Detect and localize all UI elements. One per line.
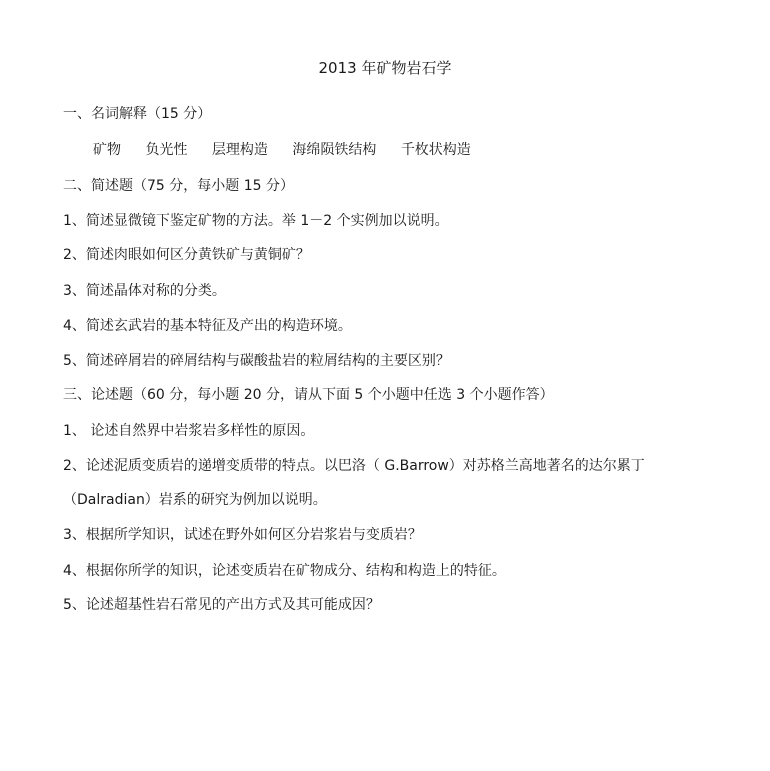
question-item: 2、简述肉眼如何区分黄铁矿与黄铜矿？ [63, 247, 310, 263]
exam-title: 2013 年矿物岩石学 [318, 59, 452, 77]
term-item: 海绵陨铁结构 [292, 142, 377, 158]
question-item: 1、 论述自然界中岩浆岩多样性的原因。 [63, 423, 315, 439]
term-item: 层理构造 [211, 142, 268, 158]
section-heading-essay: 三、论述题（60 分，每小题 20 分，请从下面 5 个小题中任选 3 个小题作答） [63, 387, 554, 403]
question-item: 2、论述泥质变质岩的递增变质带的特点。以巴洛（ G.Barrow）对苏格兰高地著名的达尔累丁 [63, 458, 645, 474]
term-list [93, 140, 471, 160]
question-item: 4、根据你所学的知识，论述变质岩在矿物成分、结构和构造上的特征。 [63, 563, 506, 579]
section-heading-short-answer: 二、简述题（75 分，每小题 15 分） [63, 178, 294, 194]
question-item: 4、简述玄武岩的基本特征及产出的构造环境。 [63, 318, 352, 334]
term-item: 矿物 [93, 142, 121, 158]
question-item: 5、简述碎屑岩的碎屑结构与碳酸盐岩的粒屑结构的主要区别？ [63, 353, 450, 369]
term-item: 负光性 [145, 142, 188, 158]
question-item-continuation: （Dalradian）岩系的研究为例加以说明。 [63, 492, 327, 508]
term-item: 千枚状构造 [400, 142, 471, 158]
question-item: 3、根据所学知识，试述在野外如何区分岩浆岩与变质岩？ [63, 527, 422, 543]
question-item: 3、简述晶体对称的分类。 [63, 283, 226, 299]
question-item: 1、简述显微镜下鉴定矿物的方法。举 1－2 个实例加以说明。 [63, 213, 449, 229]
section-heading-definitions: 一、名词解释（15 分） [63, 106, 212, 122]
question-item: 5、论述超基性岩石常见的产出方式及其可能成因？ [63, 597, 380, 613]
